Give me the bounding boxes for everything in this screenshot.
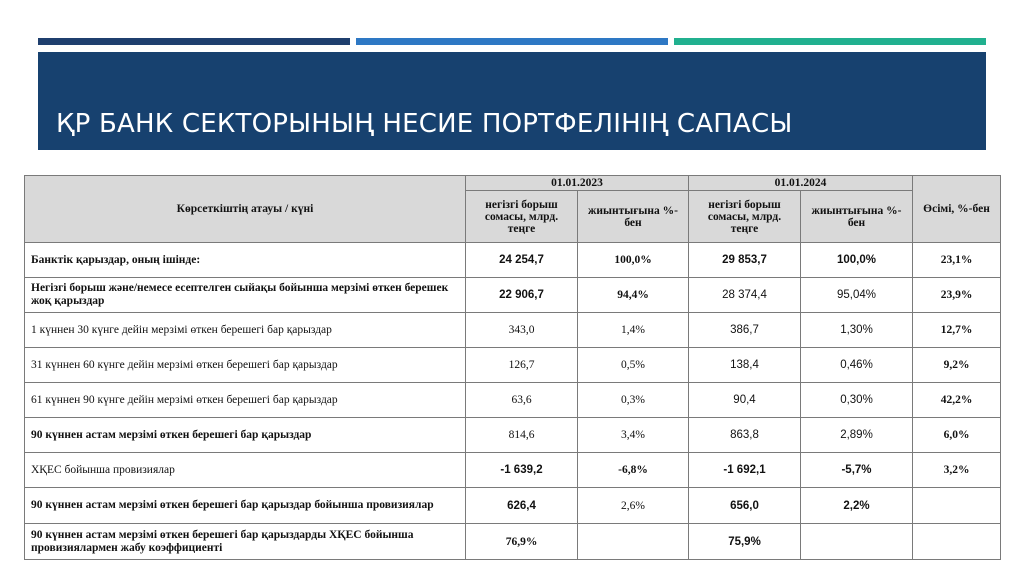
- amount-2023: 343,0: [466, 313, 578, 348]
- accent-stripe-green: [674, 38, 986, 45]
- growth: 23,9%: [913, 278, 1001, 313]
- table-row: [25, 348, 1001, 383]
- amount-2024: 75,9%: [689, 524, 801, 560]
- share-2024: 1,30%: [801, 313, 913, 348]
- slide-title: ҚР БАНК СЕКТОРЫНЫҢ НЕСИЕ ПОРТФЕЛІНІҢ САПАСЫ: [56, 109, 793, 139]
- amount-2024: 29 853,7: [689, 243, 801, 278]
- table-row: [25, 524, 1001, 560]
- accent-stripe-blue: [356, 38, 668, 45]
- share-2023: 2,6%: [578, 488, 689, 524]
- share-2023: [578, 524, 689, 560]
- amount-2024: 138,4: [689, 348, 801, 383]
- row-label: 61 күннен 90 күнге дейін мерзімі өткен берешегі бар қарыздар: [25, 383, 466, 418]
- share-2024: 95,04%: [801, 278, 913, 313]
- share-header-2024: жиынтығына %-бен: [801, 191, 913, 243]
- share-2023: -6,8%: [578, 453, 689, 488]
- amount-2024: 90,4: [689, 383, 801, 418]
- loan-portfolio-table: [24, 175, 1001, 560]
- accent-stripe-dark-blue: [38, 38, 350, 45]
- title-banner: [38, 52, 986, 150]
- amount-2024: -1 692,1: [689, 453, 801, 488]
- table-row: [25, 313, 1001, 348]
- row-label: 90 күннен астам мерзімі өткен берешегі бар қарыздарды ХҚЕС бойынша провизиялармен жабу коэффициенті: [25, 524, 466, 560]
- amount-2023: 126,7: [466, 348, 578, 383]
- growth: 6,0%: [913, 418, 1001, 453]
- share-2023: 3,4%: [578, 418, 689, 453]
- share-2024: 0,46%: [801, 348, 913, 383]
- table-row: [25, 383, 1001, 418]
- row-label: 1 күннен 30 күнге дейін мерзімі өткен берешегі бар қарыздар: [25, 313, 466, 348]
- share-2024: -5,7%: [801, 453, 913, 488]
- amount-2024: 656,0: [689, 488, 801, 524]
- amount-2023: 63,6: [466, 383, 578, 418]
- amount-2023: 814,6: [466, 418, 578, 453]
- growth: 42,2%: [913, 383, 1001, 418]
- share-2023: 94,4%: [578, 278, 689, 313]
- share-2023: 0,3%: [578, 383, 689, 418]
- table-row: [25, 278, 1001, 313]
- amount-header-2024: негізгі борыш сомасы, млрд. теңге: [689, 191, 801, 243]
- table-row: [25, 488, 1001, 524]
- row-label: ХҚЕС бойынша провизиялар: [25, 453, 466, 488]
- date-header-2023: 01.01.2023: [466, 176, 689, 191]
- date-header-2024: 01.01.2024: [689, 176, 913, 191]
- share-2024: 0,30%: [801, 383, 913, 418]
- amount-2023: -1 639,2: [466, 453, 578, 488]
- growth: [913, 524, 1001, 560]
- growth: 9,2%: [913, 348, 1001, 383]
- share-2024: 2,2%: [801, 488, 913, 524]
- share-2024: [801, 524, 913, 560]
- amount-2024: 386,7: [689, 313, 801, 348]
- row-label: 90 күннен астам мерзімі өткен берешегі бар қарыздар: [25, 418, 466, 453]
- share-2024: 2,89%: [801, 418, 913, 453]
- amount-2023: 626,4: [466, 488, 578, 524]
- share-2023: 1,4%: [578, 313, 689, 348]
- amount-2023: 76,9%: [466, 524, 578, 560]
- loan-portfolio-table-container: [24, 175, 1000, 559]
- growth: 12,7%: [913, 313, 1001, 348]
- share-header-2023: жиынтығына %-бен: [578, 191, 689, 243]
- share-2023: 0,5%: [578, 348, 689, 383]
- indicator-header: Көрсеткіштің атауы / күні: [25, 176, 466, 243]
- growth: 3,2%: [913, 453, 1001, 488]
- table-row: [25, 453, 1001, 488]
- row-label: 90 күннен астам мерзімі өткен берешегі бар қарыздар бойынша провизиялар: [25, 488, 466, 524]
- growth-header: Өсімі, %-бен: [913, 176, 1001, 243]
- row-label: 31 күннен 60 күнге дейін мерзімі өткен берешегі бар қарыздар: [25, 348, 466, 383]
- amount-header-2023: негізгі борыш сомасы, млрд. теңге: [466, 191, 578, 243]
- amount-2024: 28 374,4: [689, 278, 801, 313]
- amount-2023: 22 906,7: [466, 278, 578, 313]
- growth: [913, 488, 1001, 524]
- table-row: [25, 243, 1001, 278]
- row-label: Негізгі борыш және/немесе есептелген сыйақы бойынша мерзімі өткен берешек жоқ қарыздар: [25, 278, 466, 313]
- amount-2023: 24 254,7: [466, 243, 578, 278]
- amount-2024: 863,8: [689, 418, 801, 453]
- share-2023: 100,0%: [578, 243, 689, 278]
- share-2024: 100,0%: [801, 243, 913, 278]
- table-row: [25, 418, 1001, 453]
- row-label: Банктік қарыздар, оның ішінде:: [25, 243, 466, 278]
- growth: 23,1%: [913, 243, 1001, 278]
